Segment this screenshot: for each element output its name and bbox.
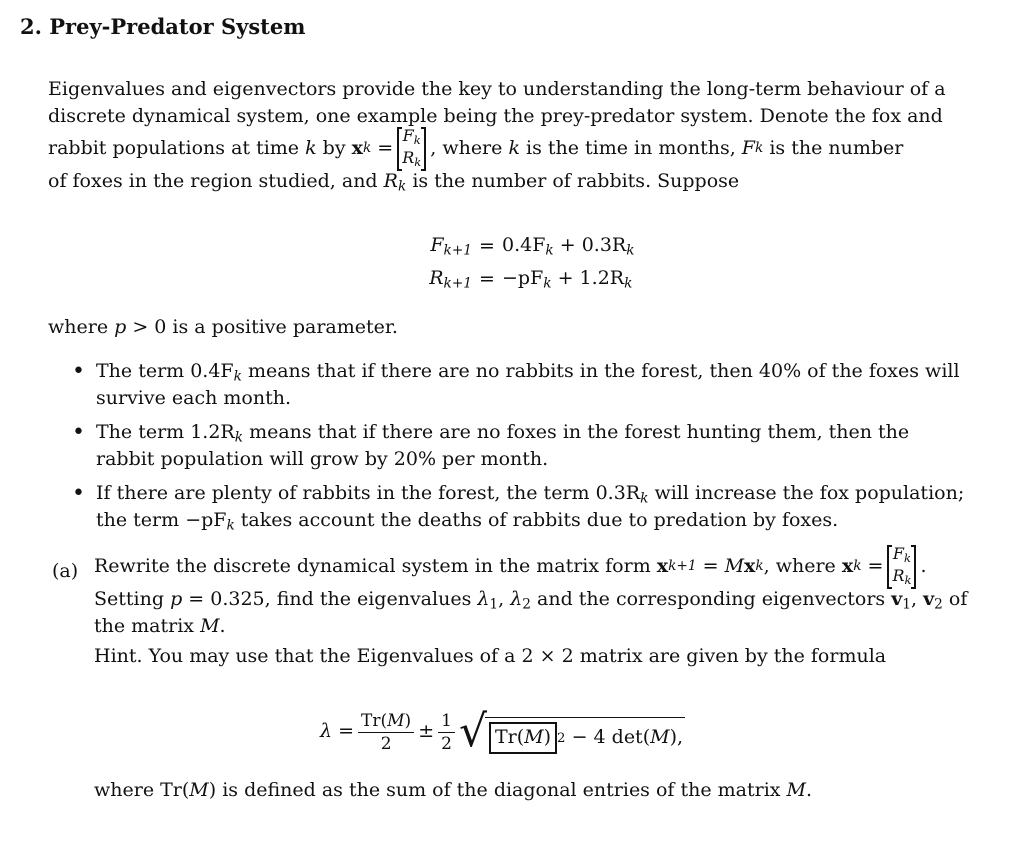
trace-fraction: $\frac{Tr(M)}{2}$ <box>358 710 414 755</box>
part-a-line-3: the matrix M. <box>94 615 226 637</box>
part-a-line-2: Setting p = 0.325, find the eigenvalues $\lambda_1$, $\lambda_2$ and the corresponding eigenvectors $v_1$, $v_2$ of <box>94 588 968 613</box>
intro-line-4: of foxes in the region studied, and $R_k$ is the number of rabbits. Suppose <box>48 170 740 195</box>
parameter-statement: where p > 0 is a positive parameter. <box>48 316 398 338</box>
square-root: √ Tr(M) 2 − 4 det( M ), <box>458 706 684 757</box>
state-vector-matrix: $F_k$ $R_k$ <box>887 545 916 589</box>
closing-statement: where Tr(M) is defined as the sum of the diagonal entries of the matrix M. <box>94 779 813 801</box>
section-title-text: Prey-Predator System <box>49 14 306 39</box>
fox-equation: $F_{k+1}$ = $0.4F_k + 0.3R_k$ <box>430 233 635 259</box>
rabbit-equation: $R_{k+1}$ = $-pF_k + 1.2R_k$ <box>429 266 633 292</box>
part-a-line-1: Rewrite the discrete dynamical system in the matrix form x k+1 = M x k , where x k = $F_k$ $R_k$ . <box>94 544 927 587</box>
section-title <box>20 12 305 42</box>
intro-line-1: Eigenvalues and eigenvectors provide the key to understanding the long-term behaviour of a <box>48 78 946 100</box>
eigenvalue-formula: λ = $\frac{Tr(M)}{2}$ ± $\frac{1}{2}$ √ Tr(M) 2 − 4 det( M ), <box>320 706 684 757</box>
intro-line-3: rabbit populations at time k by x k = $F_k$ $R_k$ , where k is the time in months, F k is the number <box>48 126 904 169</box>
section-number: 2. <box>20 14 42 39</box>
list-item: • If there are plenty of rabbits in the forest, the term $0.3R_k$ will increase the fox population; the term $-pF_k$ takes account the deaths of rabbits due to predation by foxes. <box>72 480 952 534</box>
hint-text: Hint. You may use that the Eigenvalues of a 2 × 2 matrix are given by the formula <box>94 645 887 667</box>
intro-line-2: discrete dynamical system, one example being the prey-predator system. Denote the fox and <box>48 105 943 127</box>
half-fraction: $\frac{1}{2}$ <box>438 710 455 755</box>
list-item: • The term $1.2R_k$ means that if there are no foxes in the forest hunting them, then the rabbit population will grow by 20% per month. <box>72 419 952 473</box>
difference-equations <box>392 230 792 296</box>
model-assumptions-list <box>72 358 965 541</box>
state-vector-matrix: $F_k$ $R_k$ <box>397 127 426 171</box>
question-part-a <box>52 544 968 670</box>
part-marker: (a) <box>52 560 79 582</box>
list-item: • The term $0.4F_k$ means that if there are no rabbits in the forest, then 40% of the foxes will survive each month. <box>72 358 952 412</box>
intro-paragraph <box>48 76 948 195</box>
